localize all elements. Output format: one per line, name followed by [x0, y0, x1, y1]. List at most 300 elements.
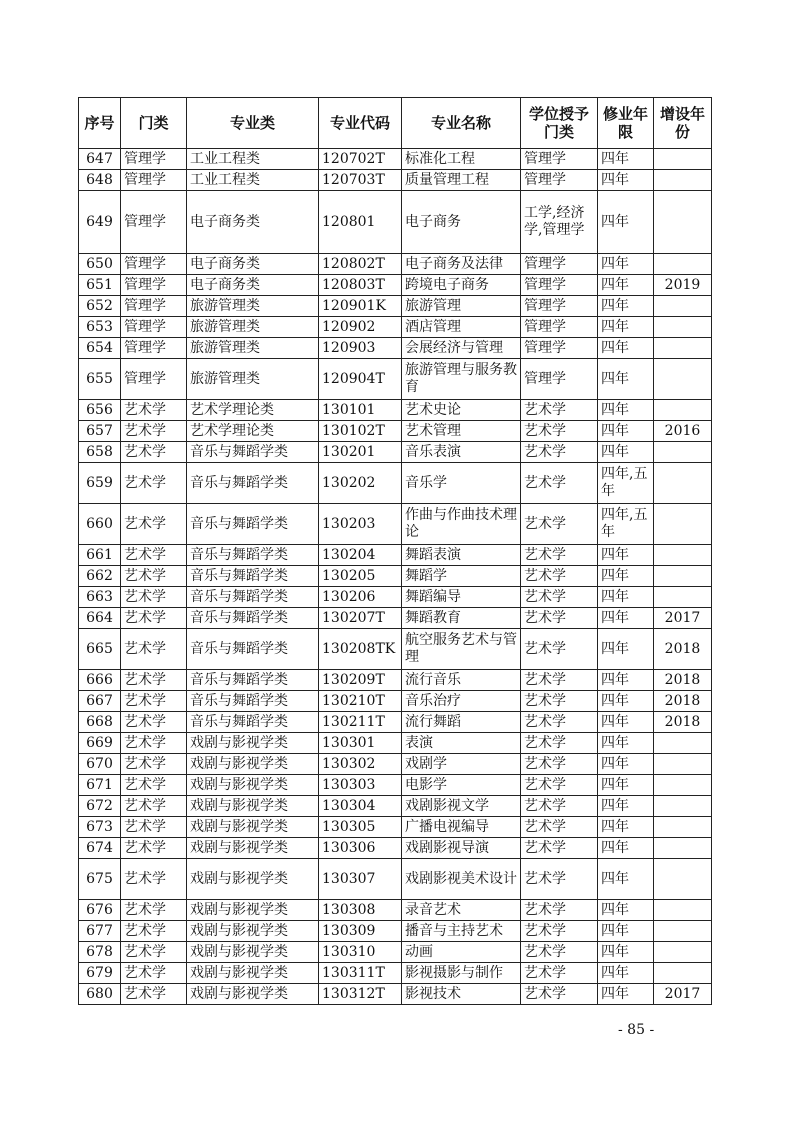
cell-deg: 艺术学: [521, 733, 598, 754]
cell-code: 130309: [319, 921, 402, 942]
cell-added: [654, 545, 712, 566]
table-row: [79, 859, 712, 900]
cell-years: 四年: [598, 712, 654, 733]
cell-added: [654, 587, 712, 608]
table-row: [79, 796, 712, 817]
cell-cat: 艺术学: [121, 838, 187, 859]
cell-cat: 管理学: [121, 359, 187, 400]
cell-added: 2017: [654, 984, 712, 1005]
cell-no: 674: [79, 838, 121, 859]
cell-deg: 艺术学: [521, 900, 598, 921]
cell-cls: 音乐与舞蹈学类: [187, 670, 319, 691]
cell-code: 130202: [319, 463, 402, 504]
cell-code: 130311T: [319, 963, 402, 984]
cell-code: 130308: [319, 900, 402, 921]
cell-cat: 艺术学: [121, 629, 187, 670]
cell-no: 649: [79, 191, 121, 254]
cell-added: [654, 149, 712, 170]
cell-no: 650: [79, 254, 121, 275]
cell-years: 四年: [598, 421, 654, 442]
cell-deg: 艺术学: [521, 587, 598, 608]
cell-name: 会展经济与管理: [402, 338, 521, 359]
cell-name: 电子商务及法律: [402, 254, 521, 275]
cell-cls: 戏剧与影视学类: [187, 775, 319, 796]
cell-added: [654, 442, 712, 463]
cell-code: 130312T: [319, 984, 402, 1005]
cell-no: 673: [79, 817, 121, 838]
cell-years: 四年: [598, 733, 654, 754]
cell-years: 四年: [598, 838, 654, 859]
cell-code: 120803T: [319, 275, 402, 296]
table-row: [79, 254, 712, 275]
table-row: [79, 359, 712, 400]
cell-name: 流行音乐: [402, 670, 521, 691]
cell-cls: 艺术学理论类: [187, 421, 319, 442]
cell-name: 动画: [402, 942, 521, 963]
cell-name: 广播电视编导: [402, 817, 521, 838]
cell-code: 130206: [319, 587, 402, 608]
table-body: [79, 149, 712, 1005]
cell-no: 664: [79, 608, 121, 629]
cell-cat: 艺术学: [121, 504, 187, 545]
table-row: [79, 275, 712, 296]
cell-added: [654, 317, 712, 338]
cell-cls: 艺术学理论类: [187, 400, 319, 421]
cell-years: 四年: [598, 254, 654, 275]
cell-deg: 工学,经济学,管理学: [521, 191, 598, 254]
cell-name: 酒店管理: [402, 317, 521, 338]
cell-no: 651: [79, 275, 121, 296]
cell-name: 艺术管理: [402, 421, 521, 442]
cell-name: 标准化工程: [402, 149, 521, 170]
cell-code: 120903: [319, 338, 402, 359]
cell-deg: 艺术学: [521, 817, 598, 838]
cell-deg: 艺术学: [521, 442, 598, 463]
cell-cls: 音乐与舞蹈学类: [187, 629, 319, 670]
cell-no: 669: [79, 733, 121, 754]
cell-years: 四年: [598, 191, 654, 254]
cell-years: 四年: [598, 817, 654, 838]
cell-no: 672: [79, 796, 121, 817]
cell-years: 四年: [598, 296, 654, 317]
cell-added: [654, 566, 712, 587]
cell-cls: 音乐与舞蹈学类: [187, 545, 319, 566]
cell-cls: 音乐与舞蹈学类: [187, 463, 319, 504]
cell-name: 航空服务艺术与管理: [402, 629, 521, 670]
cell-no: 656: [79, 400, 121, 421]
cell-name: 音乐学: [402, 463, 521, 504]
cell-no: 678: [79, 942, 121, 963]
cell-deg: 艺术学: [521, 712, 598, 733]
table-row: [79, 733, 712, 754]
cell-code: 120904T: [319, 359, 402, 400]
cell-code: 120702T: [319, 149, 402, 170]
cell-deg: 艺术学: [521, 963, 598, 984]
cell-code: 130203: [319, 504, 402, 545]
cell-years: 四年: [598, 796, 654, 817]
cell-cat: 艺术学: [121, 442, 187, 463]
cell-code: 130302: [319, 754, 402, 775]
cell-cat: 艺术学: [121, 984, 187, 1005]
cell-cat: 艺术学: [121, 566, 187, 587]
cell-cat: 管理学: [121, 296, 187, 317]
cell-no: 665: [79, 629, 121, 670]
table-row: [79, 691, 712, 712]
table-row: [79, 504, 712, 545]
cell-cls: 戏剧与影视学类: [187, 984, 319, 1005]
cell-years: 四年,五年: [598, 463, 654, 504]
cell-cls: 戏剧与影视学类: [187, 838, 319, 859]
cell-cat: 管理学: [121, 170, 187, 191]
cell-years: 四年: [598, 338, 654, 359]
cell-code: 130306: [319, 838, 402, 859]
cell-added: 2017: [654, 608, 712, 629]
cell-code: 130304: [319, 796, 402, 817]
table-row: [79, 900, 712, 921]
cell-added: [654, 942, 712, 963]
cell-cls: 电子商务类: [187, 275, 319, 296]
header-category: 门类: [121, 98, 187, 149]
cell-code: 120902: [319, 317, 402, 338]
table-row: [79, 587, 712, 608]
table-row: [79, 984, 712, 1005]
cell-cat: 艺术学: [121, 754, 187, 775]
cell-cls: 音乐与舞蹈学类: [187, 442, 319, 463]
cell-years: 四年: [598, 921, 654, 942]
cell-no: 652: [79, 296, 121, 317]
cell-years: 四年: [598, 170, 654, 191]
cell-added: [654, 921, 712, 942]
cell-cat: 艺术学: [121, 733, 187, 754]
cell-added: [654, 775, 712, 796]
cell-cls: 电子商务类: [187, 254, 319, 275]
cell-added: 2018: [654, 629, 712, 670]
cell-code: 120802T: [319, 254, 402, 275]
table-row: [79, 296, 712, 317]
cell-deg: 艺术学: [521, 400, 598, 421]
cell-no: 680: [79, 984, 121, 1005]
cell-name: 表演: [402, 733, 521, 754]
cell-code: 130303: [319, 775, 402, 796]
cell-cat: 艺术学: [121, 921, 187, 942]
cell-deg: 管理学: [521, 254, 598, 275]
cell-cat: 艺术学: [121, 712, 187, 733]
cell-added: [654, 296, 712, 317]
cell-name: 流行舞蹈: [402, 712, 521, 733]
cell-no: 654: [79, 338, 121, 359]
table-row: [79, 400, 712, 421]
table-row: [79, 191, 712, 254]
cell-cat: 艺术学: [121, 775, 187, 796]
cell-cat: 艺术学: [121, 900, 187, 921]
cell-name: 跨境电子商务: [402, 275, 521, 296]
table-row: [79, 442, 712, 463]
cell-name: 旅游管理: [402, 296, 521, 317]
cell-cat: 管理学: [121, 338, 187, 359]
cell-no: 679: [79, 963, 121, 984]
cell-cls: 音乐与舞蹈学类: [187, 504, 319, 545]
cell-added: [654, 796, 712, 817]
cell-deg: 艺术学: [521, 942, 598, 963]
cell-name: 舞蹈表演: [402, 545, 521, 566]
table-row: [79, 149, 712, 170]
table-row: [79, 629, 712, 670]
cell-name: 作曲与作曲技术理论: [402, 504, 521, 545]
header-row: [79, 98, 712, 149]
cell-deg: 艺术学: [521, 421, 598, 442]
table-row: [79, 775, 712, 796]
cell-cls: 音乐与舞蹈学类: [187, 566, 319, 587]
cell-no: 661: [79, 545, 121, 566]
cell-years: 四年: [598, 775, 654, 796]
cell-years: 四年: [598, 587, 654, 608]
cell-code: 130305: [319, 817, 402, 838]
majors-table: [78, 97, 712, 1005]
cell-added: [654, 400, 712, 421]
cell-cat: 艺术学: [121, 587, 187, 608]
cell-years: 四年: [598, 963, 654, 984]
cell-years: 四年: [598, 984, 654, 1005]
cell-deg: 艺术学: [521, 608, 598, 629]
cell-no: 675: [79, 859, 121, 900]
cell-added: [654, 733, 712, 754]
cell-name: 舞蹈学: [402, 566, 521, 587]
cell-cls: 戏剧与影视学类: [187, 963, 319, 984]
cell-cls: 音乐与舞蹈学类: [187, 691, 319, 712]
cell-code: 130301: [319, 733, 402, 754]
cell-cls: 电子商务类: [187, 191, 319, 254]
cell-cat: 艺术学: [121, 400, 187, 421]
cell-no: 663: [79, 587, 121, 608]
cell-deg: 管理学: [521, 170, 598, 191]
cell-deg: 艺术学: [521, 921, 598, 942]
cell-added: [654, 338, 712, 359]
cell-no: 653: [79, 317, 121, 338]
cell-cls: 戏剧与影视学类: [187, 900, 319, 921]
cell-deg: 艺术学: [521, 984, 598, 1005]
cell-added: [654, 754, 712, 775]
cell-added: [654, 859, 712, 900]
page-number: - 85 -: [618, 1022, 655, 1038]
cell-no: 667: [79, 691, 121, 712]
cell-no: 648: [79, 170, 121, 191]
cell-deg: 艺术学: [521, 859, 598, 900]
cell-deg: 艺术学: [521, 775, 598, 796]
cell-deg: 管理学: [521, 149, 598, 170]
cell-code: 130101: [319, 400, 402, 421]
cell-years: 四年: [598, 942, 654, 963]
cell-name: 戏剧影视导演: [402, 838, 521, 859]
cell-cat: 艺术学: [121, 608, 187, 629]
cell-code: 130208TK: [319, 629, 402, 670]
cell-name: 影视摄影与制作: [402, 963, 521, 984]
cell-years: 四年: [598, 629, 654, 670]
cell-code: 130210T: [319, 691, 402, 712]
cell-deg: 艺术学: [521, 566, 598, 587]
table-row: [79, 838, 712, 859]
cell-code: 120801: [319, 191, 402, 254]
cell-years: 四年: [598, 859, 654, 900]
header-degree: 学位授予门类: [521, 98, 598, 149]
cell-years: 四年: [598, 670, 654, 691]
cell-no: 655: [79, 359, 121, 400]
cell-no: 666: [79, 670, 121, 691]
header-class: 专业类: [187, 98, 319, 149]
cell-deg: 艺术学: [521, 796, 598, 817]
cell-name: 电子商务: [402, 191, 521, 254]
cell-no: 671: [79, 775, 121, 796]
cell-code: 130102T: [319, 421, 402, 442]
cell-deg: 管理学: [521, 359, 598, 400]
table-row: [79, 338, 712, 359]
cell-cls: 戏剧与影视学类: [187, 921, 319, 942]
cell-added: [654, 504, 712, 545]
cell-years: 四年,五年: [598, 504, 654, 545]
cell-name: 影视技术: [402, 984, 521, 1005]
cell-added: [654, 900, 712, 921]
cell-cat: 管理学: [121, 149, 187, 170]
cell-cls: 戏剧与影视学类: [187, 942, 319, 963]
cell-added: 2016: [654, 421, 712, 442]
cell-years: 四年: [598, 400, 654, 421]
cell-code: 130307: [319, 859, 402, 900]
cell-cls: 工业工程类: [187, 149, 319, 170]
cell-cls: 旅游管理类: [187, 359, 319, 400]
cell-added: [654, 359, 712, 400]
cell-years: 四年: [598, 275, 654, 296]
cell-cls: 戏剧与影视学类: [187, 859, 319, 900]
cell-cat: 艺术学: [121, 691, 187, 712]
cell-added: 2019: [654, 275, 712, 296]
cell-no: 657: [79, 421, 121, 442]
cell-cls: 旅游管理类: [187, 317, 319, 338]
cell-deg: 艺术学: [521, 545, 598, 566]
cell-cls: 旅游管理类: [187, 338, 319, 359]
table-row: [79, 421, 712, 442]
cell-cls: 旅游管理类: [187, 296, 319, 317]
cell-no: 659: [79, 463, 121, 504]
table-row: [79, 942, 712, 963]
cell-name: 舞蹈编导: [402, 587, 521, 608]
cell-code: 130201: [319, 442, 402, 463]
cell-no: 668: [79, 712, 121, 733]
cell-cat: 艺术学: [121, 796, 187, 817]
table-row: [79, 170, 712, 191]
cell-cls: 音乐与舞蹈学类: [187, 587, 319, 608]
cell-no: 670: [79, 754, 121, 775]
cell-name: 戏剧影视文学: [402, 796, 521, 817]
cell-code: 130211T: [319, 712, 402, 733]
cell-no: 660: [79, 504, 121, 545]
cell-cat: 艺术学: [121, 859, 187, 900]
cell-no: 677: [79, 921, 121, 942]
cell-deg: 管理学: [521, 317, 598, 338]
header-no: 序号: [79, 98, 121, 149]
cell-name: 录音艺术: [402, 900, 521, 921]
cell-deg: 艺术学: [521, 670, 598, 691]
cell-cat: 艺术学: [121, 817, 187, 838]
cell-code: 130207T: [319, 608, 402, 629]
cell-code: 130209T: [319, 670, 402, 691]
table-row: [79, 670, 712, 691]
table-row: [79, 921, 712, 942]
cell-cls: 戏剧与影视学类: [187, 817, 319, 838]
table-row: [79, 545, 712, 566]
cell-name: 戏剧影视美术设计: [402, 859, 521, 900]
cell-added: 2018: [654, 712, 712, 733]
cell-deg: 艺术学: [521, 754, 598, 775]
cell-cat: 艺术学: [121, 963, 187, 984]
table-row: [79, 608, 712, 629]
cell-deg: 艺术学: [521, 691, 598, 712]
cell-cat: 管理学: [121, 254, 187, 275]
cell-cls: 音乐与舞蹈学类: [187, 712, 319, 733]
cell-deg: 艺术学: [521, 629, 598, 670]
cell-deg: 艺术学: [521, 463, 598, 504]
cell-added: 2018: [654, 670, 712, 691]
header-added: 增设年份: [654, 98, 712, 149]
cell-cat: 艺术学: [121, 670, 187, 691]
header-code: 专业代码: [319, 98, 402, 149]
cell-years: 四年: [598, 566, 654, 587]
cell-years: 四年: [598, 691, 654, 712]
table-row: [79, 566, 712, 587]
cell-deg: 管理学: [521, 338, 598, 359]
cell-cat: 艺术学: [121, 942, 187, 963]
cell-no: 647: [79, 149, 121, 170]
cell-no: 676: [79, 900, 121, 921]
cell-name: 音乐治疗: [402, 691, 521, 712]
cell-name: 质量管理工程: [402, 170, 521, 191]
cell-cls: 戏剧与影视学类: [187, 796, 319, 817]
table-row: [79, 963, 712, 984]
cell-added: [654, 817, 712, 838]
cell-name: 戏剧学: [402, 754, 521, 775]
cell-added: [654, 838, 712, 859]
table-row: [79, 754, 712, 775]
cell-cls: 戏剧与影视学类: [187, 754, 319, 775]
cell-cls: 戏剧与影视学类: [187, 733, 319, 754]
cell-cls: 工业工程类: [187, 170, 319, 191]
cell-name: 播音与主持艺术: [402, 921, 521, 942]
cell-years: 四年: [598, 608, 654, 629]
cell-added: [654, 170, 712, 191]
cell-deg: 艺术学: [521, 838, 598, 859]
cell-years: 四年: [598, 900, 654, 921]
cell-cls: 音乐与舞蹈学类: [187, 608, 319, 629]
cell-added: [654, 254, 712, 275]
cell-added: [654, 963, 712, 984]
cell-deg: 艺术学: [521, 504, 598, 545]
cell-added: 2018: [654, 691, 712, 712]
cell-no: 658: [79, 442, 121, 463]
cell-code: 130205: [319, 566, 402, 587]
cell-years: 四年: [598, 149, 654, 170]
cell-added: [654, 191, 712, 254]
cell-cat: 艺术学: [121, 545, 187, 566]
cell-cat: 艺术学: [121, 463, 187, 504]
cell-name: 音乐表演: [402, 442, 521, 463]
cell-deg: 管理学: [521, 275, 598, 296]
cell-cat: 管理学: [121, 191, 187, 254]
cell-years: 四年: [598, 442, 654, 463]
cell-no: 662: [79, 566, 121, 587]
cell-deg: 管理学: [521, 296, 598, 317]
cell-added: [654, 463, 712, 504]
cell-name: 舞蹈教育: [402, 608, 521, 629]
cell-years: 四年: [598, 317, 654, 338]
table-row: [79, 817, 712, 838]
